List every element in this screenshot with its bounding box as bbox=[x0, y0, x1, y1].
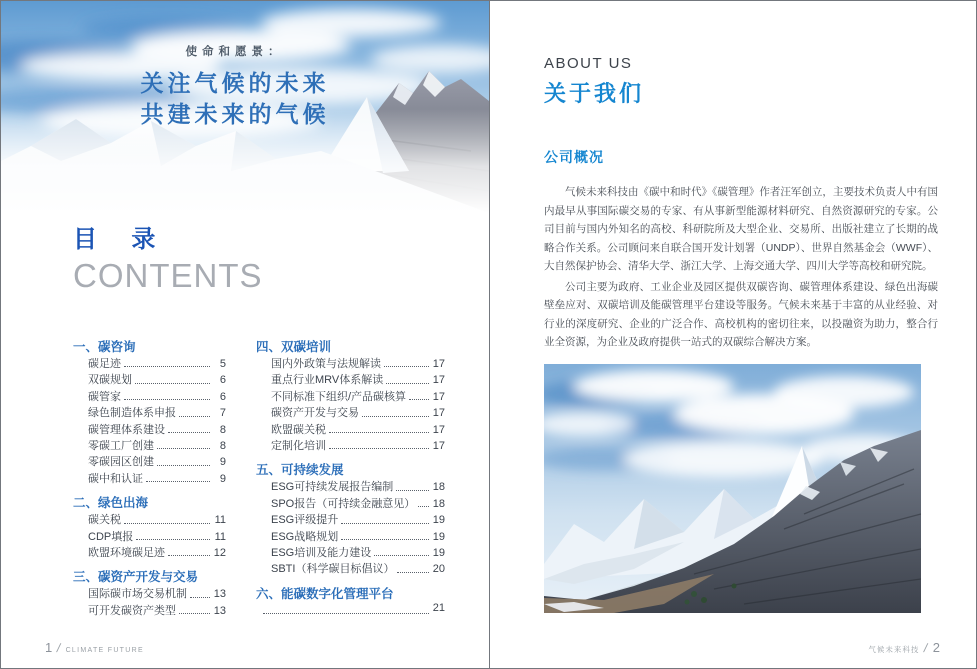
toc-item-label: 欧盟环境碳足迹 bbox=[88, 546, 165, 559]
dot-leader bbox=[124, 366, 210, 367]
toc-item[interactable] bbox=[256, 388, 445, 404]
toc-item-page: 13 bbox=[213, 604, 226, 617]
mission-kicker: 使命和愿景： bbox=[185, 46, 285, 58]
toc-item-label: 零碳园区创建 bbox=[88, 456, 154, 469]
toc-section-heading: 五、可持续发展 bbox=[256, 463, 344, 478]
toc-item[interactable] bbox=[256, 560, 445, 576]
toc-item[interactable] bbox=[256, 511, 445, 527]
toc-item[interactable] bbox=[73, 544, 226, 560]
page-number-left: 1 bbox=[45, 640, 53, 655]
dot-leader bbox=[341, 539, 429, 540]
toc-section-heading: 三、碳资产开发与交易 bbox=[73, 570, 199, 585]
about-us-title: 关于我们 bbox=[544, 81, 645, 106]
toc-item-page: 8 bbox=[219, 439, 226, 452]
dot-leader bbox=[386, 383, 429, 384]
toc-item[interactable] bbox=[256, 421, 445, 437]
company-overview-text bbox=[544, 183, 938, 354]
dot-leader bbox=[409, 399, 429, 400]
toc bbox=[73, 339, 445, 618]
page-number-right: 2 bbox=[932, 640, 940, 655]
toc-item-label: 零碳工厂创建 bbox=[88, 439, 154, 452]
footer-brand-left: CLIMATE FUTURE bbox=[65, 647, 144, 654]
toc-item-page: 17 bbox=[432, 374, 445, 387]
toc-item-page: 20 bbox=[432, 563, 445, 576]
toc-item-label: 碳中和认证 bbox=[88, 472, 143, 485]
dot-leader bbox=[418, 506, 429, 507]
toc-item-label: ESG战略规划 bbox=[271, 530, 339, 543]
dot-leader bbox=[341, 523, 429, 524]
toc-item-page: 17 bbox=[432, 407, 445, 420]
toc-item-label: 可开发碳资产类型 bbox=[88, 604, 176, 617]
toc-item-page: 17 bbox=[432, 423, 445, 436]
toc-item-label: 国内外政策与法规解读 bbox=[271, 358, 381, 370]
toc-column-1 bbox=[73, 339, 226, 618]
toc-item[interactable] bbox=[256, 404, 445, 420]
toc-item[interactable] bbox=[73, 470, 226, 486]
toc-item-label: SBTI（科学碳目标倡议） bbox=[271, 563, 395, 576]
toc-title-en: CONTENTS bbox=[73, 257, 263, 294]
toc-section-heading: 一、碳咨询 bbox=[73, 340, 136, 354]
footer-brand-right: 气候未来科技 bbox=[868, 645, 920, 654]
about-us-eyebrow: ABOUT US bbox=[544, 55, 633, 72]
toc-item-label: 碳管理体系建设 bbox=[88, 423, 165, 436]
toc-item-page: 19 bbox=[432, 530, 445, 543]
toc-item-page: 11 bbox=[214, 514, 226, 527]
footer-separator-left: / bbox=[55, 641, 63, 655]
toc-item-label: 国际碳市场交易机制 bbox=[88, 588, 187, 601]
toc-item[interactable] bbox=[256, 602, 445, 618]
toc-title-block bbox=[73, 219, 263, 295]
footer-separator-right: / bbox=[922, 641, 930, 655]
toc-item[interactable] bbox=[256, 495, 445, 511]
toc-item-label: 定制化培训 bbox=[271, 439, 326, 452]
toc-item[interactable] bbox=[73, 421, 226, 437]
toc-item[interactable] bbox=[73, 355, 226, 371]
toc-item-label: ESG培训及能力建设 bbox=[271, 546, 372, 559]
toc-item-page: 17 bbox=[432, 439, 445, 452]
dot-leader bbox=[168, 432, 210, 433]
toc-item-page: 9 bbox=[219, 456, 226, 469]
dot-leader bbox=[396, 490, 429, 491]
page-footer-right bbox=[868, 640, 940, 655]
toc-item[interactable] bbox=[73, 511, 226, 527]
toc-item-label: 重点行业MRV体系解读 bbox=[271, 374, 384, 387]
toc-item-page: 18 bbox=[432, 497, 445, 510]
toc-item-label: SPO报告（可持续金融意见） bbox=[271, 497, 416, 510]
dot-leader bbox=[157, 465, 210, 466]
toc-item[interactable] bbox=[256, 371, 445, 387]
dot-leader bbox=[168, 555, 210, 556]
toc-item-page: 19 bbox=[432, 546, 445, 559]
toc-item-label: ESG评级提升 bbox=[271, 514, 339, 527]
toc-item-page: 7 bbox=[219, 407, 226, 420]
page-right bbox=[489, 1, 976, 668]
dot-leader bbox=[329, 432, 429, 433]
company-overview-heading: 公司概况 bbox=[544, 149, 604, 165]
toc-item-page: 6 bbox=[219, 390, 226, 403]
toc-column-2 bbox=[256, 339, 445, 618]
toc-item-label: CDP填报 bbox=[88, 530, 134, 543]
toc-item[interactable] bbox=[73, 371, 226, 387]
toc-item[interactable] bbox=[73, 453, 226, 469]
toc-item-page: 8 bbox=[219, 423, 226, 436]
dot-leader bbox=[124, 523, 210, 524]
toc-item[interactable] bbox=[256, 478, 445, 494]
mission-vision-block bbox=[1, 43, 469, 130]
toc-item-label: 双碳规划 bbox=[88, 374, 132, 387]
toc-item[interactable] bbox=[73, 528, 226, 544]
toc-item[interactable] bbox=[73, 602, 226, 618]
page-left bbox=[1, 1, 489, 668]
hero-mountain-image bbox=[1, 1, 489, 213]
toc-item-label: 不同标准下组织/产品碳核算 bbox=[271, 390, 407, 403]
toc-item-label: 绿色制造体系申报 bbox=[88, 407, 176, 420]
toc-item-page: 11 bbox=[214, 530, 226, 543]
toc-item-label: 碳关税 bbox=[88, 514, 121, 527]
toc-item[interactable] bbox=[73, 404, 226, 420]
toc-item-page: 6 bbox=[219, 374, 226, 387]
dot-leader bbox=[362, 416, 429, 417]
mountain-photo-scene bbox=[544, 364, 921, 613]
toc-item-page: 9 bbox=[219, 472, 226, 485]
slogan-line-2: 共建未来的气候 bbox=[140, 101, 330, 127]
body-paragraph: 气候未来科技由《碳中和时代》《碳管理》作者汪军创立，主要技术负责人中有国内最早从事国际碳交易的专家、有从事新型能源材料研究、自然资源研究的专家。公司目前与国内外知名的高校、科研院所及大型企业、交易所、出版社建立了长期的战略合作关系。公司顾问来自联合国开发计划署（UNDP）、世界自然基金会（WWF）、大自然保护协会、清华大学、浙江大学、上海交通大学、四川大学等高校和研究院。 bbox=[544, 186, 938, 272]
toc-item-page: 13 bbox=[213, 588, 226, 601]
toc-item[interactable] bbox=[73, 388, 226, 404]
dot-leader bbox=[124, 399, 210, 400]
toc-item-page: 19 bbox=[432, 514, 445, 527]
dot-leader bbox=[329, 448, 429, 449]
toc-item-page: 17 bbox=[432, 358, 445, 370]
dot-leader bbox=[136, 539, 210, 540]
dot-leader bbox=[146, 481, 210, 482]
dot-leader bbox=[397, 572, 429, 573]
toc-item-page: 17 bbox=[432, 390, 445, 403]
dot-leader bbox=[374, 555, 429, 556]
mountain-photo bbox=[544, 364, 921, 613]
toc-item-label: 碳足迹 bbox=[88, 358, 121, 370]
slogan-line-1: 关注气候的未来 bbox=[140, 70, 330, 96]
toc-section-heading: 四、双碳培训 bbox=[256, 340, 332, 354]
page-footer-left bbox=[45, 640, 144, 655]
toc-section-heading: 二、绿色出海 bbox=[73, 496, 149, 511]
toc-item-page: 12 bbox=[213, 546, 226, 559]
toc-item-page: 18 bbox=[432, 481, 445, 494]
dot-leader bbox=[135, 383, 210, 384]
toc-item[interactable] bbox=[256, 355, 445, 371]
dot-leader bbox=[190, 597, 210, 598]
dot-leader bbox=[157, 448, 210, 449]
toc-item-label: 碳资产开发与交易 bbox=[271, 407, 359, 420]
toc-item[interactable] bbox=[256, 528, 445, 544]
toc-item-page: 5 bbox=[219, 358, 226, 370]
toc-section-heading: 六、能碳数字化管理平台 bbox=[256, 586, 394, 601]
toc-item[interactable] bbox=[73, 437, 226, 453]
dot-leader bbox=[179, 613, 210, 614]
toc-item[interactable] bbox=[256, 544, 445, 560]
toc-item-label: 欧盟碳关税 bbox=[271, 423, 326, 436]
body-paragraph: 公司主要为政府、工业企业及园区提供双碳咨询、碳管理体系建设、绿色出海碳壁垒应对、双碳培训及能碳管理平台建设等服务。气候未来基于丰富的从业经验、对行业的深度研究、企业的广泛合作、高校机构的密切往来，以投融资为助力，整合行业全资源，为企业及政府提供一站式的双碳综合解决方案。 bbox=[544, 280, 938, 348]
toc-item-label: ESG可持续发展报告编制 bbox=[271, 481, 394, 494]
toc-item[interactable] bbox=[256, 437, 445, 453]
toc-title-cn: 目 录 bbox=[73, 226, 163, 253]
toc-item-page: 21 bbox=[432, 601, 445, 614]
dot-leader bbox=[179, 416, 210, 417]
dot-leader bbox=[263, 613, 429, 614]
dot-leader bbox=[384, 366, 429, 367]
toc-item[interactable] bbox=[73, 585, 226, 601]
toc-item-label: 碳管家 bbox=[88, 390, 121, 403]
